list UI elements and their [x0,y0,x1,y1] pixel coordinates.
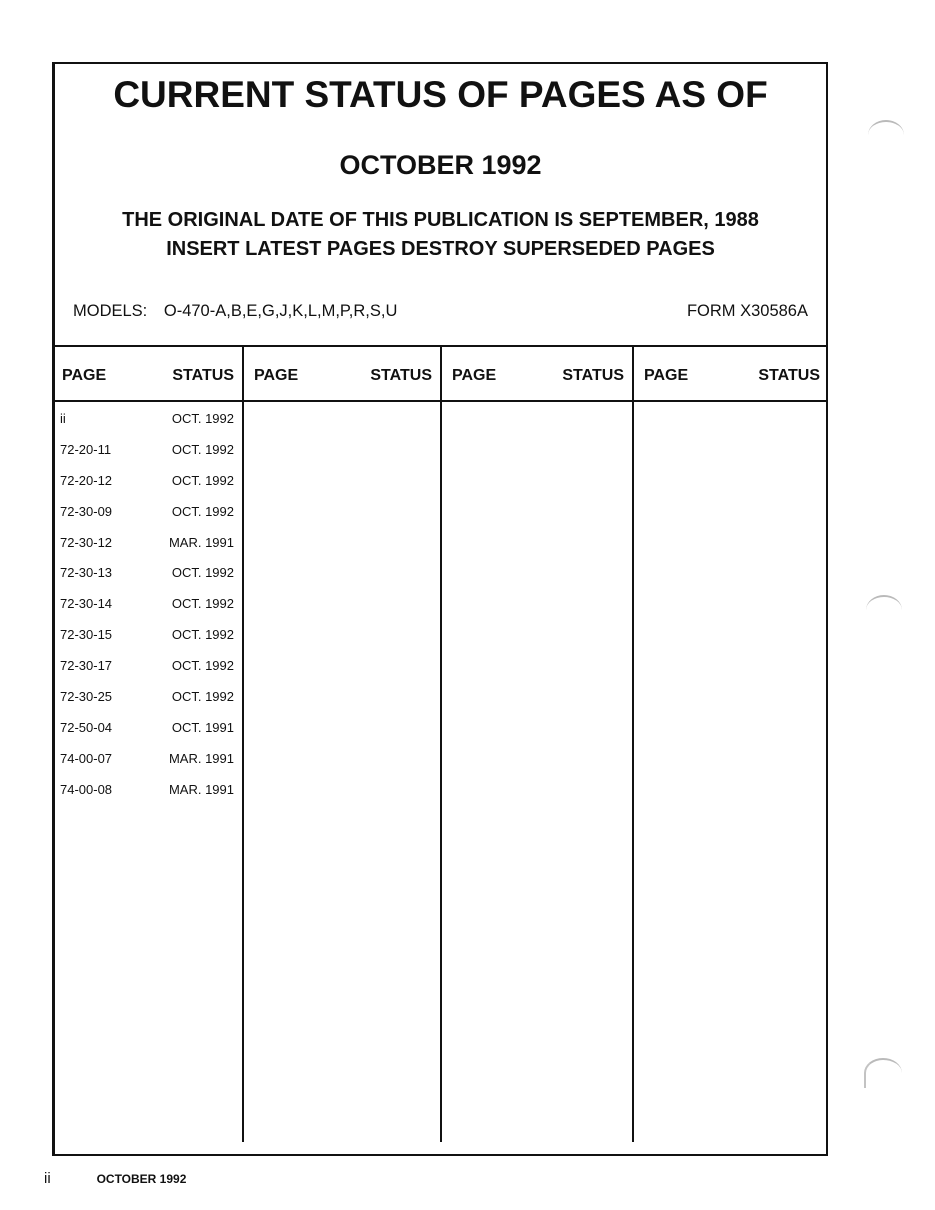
table-row [52,409,242,440]
table-row [52,656,242,687]
page-cell: 72-30-12 [60,534,113,550]
page-header: PAGE [644,367,689,384]
status-cell: OCT. 1992 [171,627,234,643]
table-row [52,440,242,471]
hole-punch-mark [866,595,902,625]
status-cell: MAR. 1991 [168,781,234,797]
page-cell: 74-00-08 [60,781,113,797]
table-row [52,471,242,502]
table-column-2 [244,345,440,1158]
hole-punch-mark [864,1058,902,1088]
page-footer [44,1170,186,1187]
table-row [52,502,242,533]
original-date-note: THE ORIGINAL DATE OF THIS PUBLICATION IS SEPTEMBER, 1988 [122,209,759,231]
page-cell: 72-30-09 [60,503,113,519]
status-cell: OCT. 1992 [171,411,234,426]
status-header: STATUS [172,367,234,384]
page-title: CURRENT STATUS OF PAGES AS OF [113,74,768,115]
models-line [73,302,397,321]
insert-instructions: INSERT LATEST PAGES DESTROY SUPERSEDED PAGES [166,238,715,260]
table-row [52,687,242,718]
page-header: PAGE [62,367,107,384]
page-status-table [52,345,828,1158]
status-cell: OCT. 1992 [171,658,234,674]
table-row [52,594,242,625]
page-cell: 72-50-04 [60,719,113,735]
column-rows [52,409,242,811]
status-header: STATUS [562,367,624,384]
page-cell: ii [60,411,66,426]
page-cell: 72-20-12 [60,472,113,488]
page-cell: 72-30-17 [60,658,113,674]
status-cell: OCT. 1992 [171,596,234,612]
status-cell: OCT. 1992 [171,472,234,488]
status-cell: OCT. 1991 [171,719,234,735]
status-cell: MAR. 1991 [168,750,234,766]
status-header: STATUS [370,367,432,384]
page-cell: 72-20-11 [60,441,112,457]
page-cell: 72-30-15 [60,627,113,643]
models-value: O-470-A,B,E,G,J,K,L,M,P,R,S,U [163,302,398,320]
footer-date: OCTOBER 1992 [96,1172,187,1186]
page-cell: 72-30-25 [60,689,113,705]
table-column-1 [52,345,242,1158]
page-cell: 72-30-14 [60,596,113,612]
status-cell: OCT. 1992 [171,565,234,581]
hole-punch-mark [868,120,904,150]
page-header: PAGE [452,367,497,384]
page-header: PAGE [254,367,299,384]
footer-page-number: ii [44,1170,51,1187]
table-column-4 [634,345,828,1158]
table-row [52,749,242,780]
table-column-3 [442,345,632,1158]
status-header: STATUS [758,367,820,384]
table-row [52,780,242,811]
table-row [52,563,242,594]
table-row [52,625,242,656]
document-frame [52,62,828,1156]
models-label: MODELS: [73,302,148,320]
page-cell: 74-00-07 [60,750,113,766]
status-cell: MAR. 1991 [168,534,234,550]
status-date: OCTOBER 1992 [339,150,542,180]
page-cell: 72-30-13 [60,565,113,581]
status-cell: OCT. 1992 [171,503,234,519]
table-row [52,718,242,749]
status-cell: OCT. 1992 [171,689,234,705]
table-row [52,533,242,564]
status-cell: OCT. 1992 [171,441,234,457]
form-number: FORM X30586A [686,302,808,320]
